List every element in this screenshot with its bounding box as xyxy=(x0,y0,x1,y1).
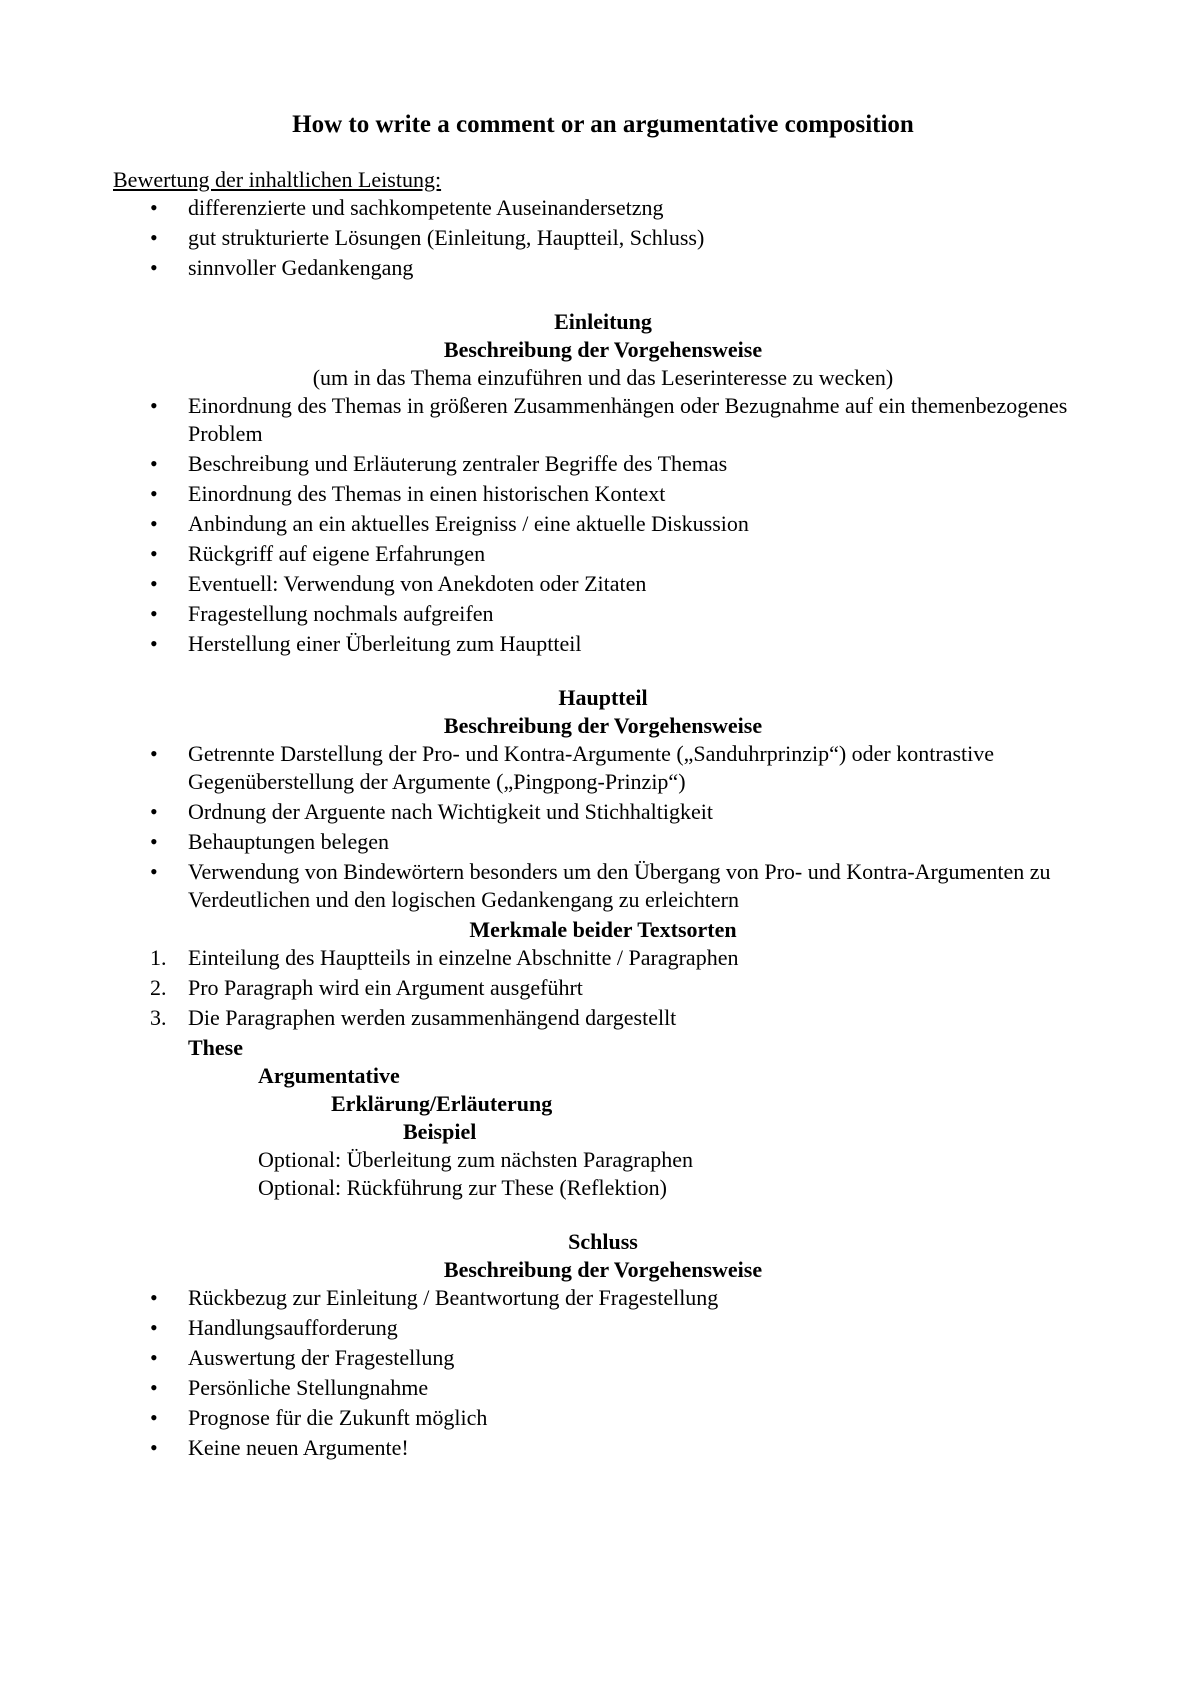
list-item xyxy=(113,194,1093,222)
list-item xyxy=(113,480,1093,508)
einleitung-note: (um in das Thema einzuführen und das Leserinteresse zu wecken) xyxy=(312,365,894,390)
numbered-item xyxy=(113,1004,1093,1032)
bullet-marker: • xyxy=(150,195,158,220)
list-item-text: Fragestellung nochmals aufgreifen xyxy=(188,601,494,626)
list-item-text: Persönliche Stellungnahme xyxy=(188,1375,429,1400)
list-item-text: Prognose für die Zukunft möglich xyxy=(188,1405,488,1430)
bullet-marker: • xyxy=(150,481,158,506)
list-item xyxy=(113,224,1093,252)
list-item xyxy=(113,392,1093,448)
bullet-marker: • xyxy=(150,1315,158,1340)
bullet-marker: • xyxy=(150,571,158,596)
merkmale-list xyxy=(113,944,1093,1032)
list-item xyxy=(113,798,1093,826)
schluss-section xyxy=(113,1228,1093,1462)
structure-beispiel: Beispiel xyxy=(403,1119,477,1144)
bullet-marker: • xyxy=(150,225,158,250)
list-item xyxy=(113,1284,1093,1312)
list-item-text: Rückgriff auf eigene Erfahrungen xyxy=(188,541,486,566)
list-item-text: Einordnung des Themas in größeren Zusammenhängen oder Bezugnahme auf ein themenbezogenes Problem xyxy=(188,393,1068,446)
structure-argumentative: Argumentative xyxy=(258,1063,400,1088)
list-item-text: differenzierte und sachkompetente Auseinandersetzng xyxy=(188,195,664,220)
bullet-marker: • xyxy=(150,859,158,884)
bullet-marker: • xyxy=(150,631,158,656)
hauptteil-section xyxy=(113,684,1093,1202)
structure-erklaerung: Erklärung/Erläuterung xyxy=(331,1091,553,1116)
schluss-list xyxy=(113,1284,1093,1462)
list-item xyxy=(113,1434,1093,1462)
list-item xyxy=(113,450,1093,478)
list-item-text: Herstellung einer Überleitung zum Hauptteil xyxy=(188,631,582,656)
einleitung-section xyxy=(113,308,1093,658)
hauptteil-subheading: Beschreibung der Vorgehensweise xyxy=(443,713,763,738)
bullet-marker: • xyxy=(150,1435,158,1460)
numbered-item xyxy=(113,974,1093,1002)
document-page xyxy=(113,108,1093,1464)
hauptteil-heading: Hauptteil xyxy=(558,685,648,710)
bullet-marker: • xyxy=(150,255,158,280)
list-item xyxy=(113,740,1093,796)
list-item-text: Handlungsaufforderung xyxy=(188,1315,398,1340)
list-item xyxy=(113,570,1093,598)
structure-these: These xyxy=(188,1035,243,1060)
list-item-text: Rückbezug zur Einleitung / Beantwortung der Fragestellung xyxy=(188,1285,719,1310)
bullet-marker: • xyxy=(150,1375,158,1400)
list-item-text: sinnvoller Gedankengang xyxy=(188,255,414,280)
list-item-text: Auswertung der Fragestellung xyxy=(188,1345,455,1370)
bullet-marker: • xyxy=(150,1405,158,1430)
list-item xyxy=(113,254,1093,282)
list-item-text: Keine neuen Argumente! xyxy=(188,1435,409,1460)
item-number: 3. xyxy=(150,1005,167,1030)
list-item xyxy=(113,1374,1093,1402)
bullet-marker: • xyxy=(150,541,158,566)
item-number: 1. xyxy=(150,945,167,970)
item-number: 2. xyxy=(150,975,167,1000)
bewertung-section xyxy=(113,166,1093,282)
document-title: How to write a comment or an argumentative composition xyxy=(292,111,914,138)
list-item xyxy=(113,858,1093,914)
list-item xyxy=(113,1314,1093,1342)
bullet-marker: • xyxy=(150,829,158,854)
numbered-item-text: Die Paragraphen werden zusammenhängend dargestellt xyxy=(188,1005,677,1030)
numbered-item-text: Einteilung des Hauptteils in einzelne Abschnitte / Paragraphen xyxy=(188,945,739,970)
list-item-text: Anbindung an ein aktuelles Ereigniss / eine aktuelle Diskussion xyxy=(188,511,749,536)
list-item xyxy=(113,540,1093,568)
list-item xyxy=(113,600,1093,628)
bewertung-list xyxy=(113,194,1093,282)
numbered-item xyxy=(113,944,1093,972)
bewertung-heading: Bewertung der inhaltlichen Leistung: xyxy=(113,167,442,192)
bullet-marker: • xyxy=(150,451,158,476)
bullet-marker: • xyxy=(150,511,158,536)
schluss-heading: Schluss xyxy=(568,1229,638,1254)
einleitung-heading: Einleitung xyxy=(554,309,652,334)
list-item-text: Verwendung von Bindewörtern besonders um den Übergang von Pro- und Kontra-Argumenten zu Verdeutlichen und den logischen Gedankengang zu erleichtern xyxy=(188,859,1051,912)
bullet-marker: • xyxy=(150,393,158,418)
list-item xyxy=(113,1344,1093,1372)
bullet-marker: • xyxy=(150,741,158,766)
list-item xyxy=(113,630,1093,658)
einleitung-subheading: Beschreibung der Vorgehensweise xyxy=(443,337,763,362)
merkmale-heading: Merkmale beider Textsorten xyxy=(469,917,737,942)
hauptteil-list xyxy=(113,740,1093,914)
schluss-subheading: Beschreibung der Vorgehensweise xyxy=(443,1257,763,1282)
list-item-text: gut strukturierte Lösungen (Einleitung, Hauptteil, Schluss) xyxy=(188,225,705,250)
list-item-text: Beschreibung und Erläuterung zentraler Begriffe des Themas xyxy=(188,451,728,476)
bullet-marker: • xyxy=(150,1285,158,1310)
list-item-text: Eventuell: Verwendung von Anekdoten oder Zitaten xyxy=(188,571,647,596)
bullet-marker: • xyxy=(150,799,158,824)
list-item xyxy=(113,828,1093,856)
bullet-marker: • xyxy=(150,601,158,626)
structure-optional-reflection: Optional: Rückführung zur These (Reflektion) xyxy=(258,1175,667,1200)
list-item-text: Einordnung des Themas in einen historischen Kontext xyxy=(188,481,666,506)
list-item xyxy=(113,510,1093,538)
einleitung-list xyxy=(113,392,1093,658)
list-item-text: Ordnung der Arguente nach Wichtigkeit und Stichhaltigkeit xyxy=(188,799,713,824)
list-item-text: Behauptungen belegen xyxy=(188,829,389,854)
numbered-item-text: Pro Paragraph wird ein Argument ausgeführt xyxy=(188,975,583,1000)
structure-optional-transition: Optional: Überleitung zum nächsten Paragraphen xyxy=(258,1147,693,1172)
bullet-marker: • xyxy=(150,1345,158,1370)
list-item xyxy=(113,1404,1093,1432)
list-item-text: Getrennte Darstellung der Pro- und Kontra-Argumente („Sanduhrprinzip“) oder kontrastive Gegenüberstellung der Argumente („Pingpong-Prinzip“) xyxy=(188,741,995,794)
